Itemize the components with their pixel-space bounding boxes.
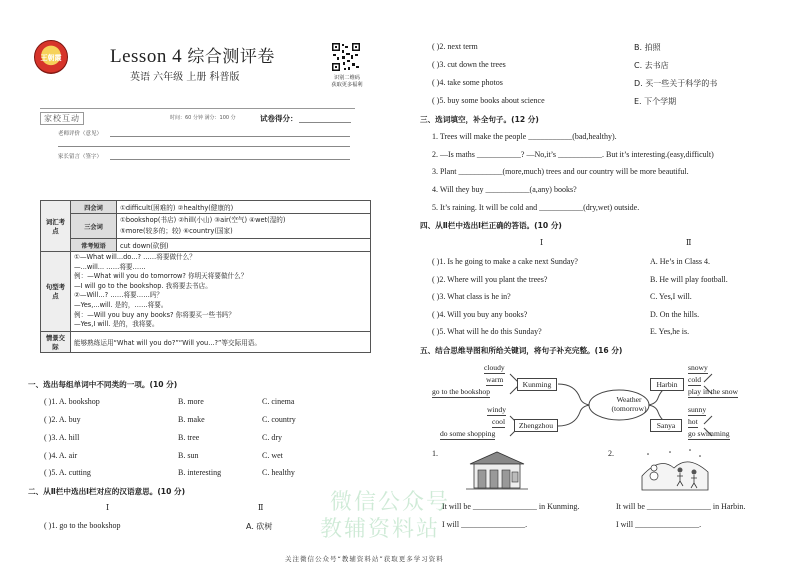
s3-item: 3. Plant ___________(more,much) trees and our country will be more beautiful. <box>432 167 689 176</box>
s1-item: ( )4. A. air <box>44 451 78 460</box>
s1-option-b: B. more <box>178 397 204 406</box>
teacher-label: 老师评价（意见） <box>58 131 103 137</box>
pattern-lines <box>71 252 371 332</box>
s1-item: ( )2. A. buy <box>44 415 81 424</box>
parent-label: 家长留言（签字） <box>58 154 103 160</box>
s5-sentence-2b: I will ________________. <box>616 520 702 529</box>
s3-item: 4. Will they buy ___________(a,any) books? <box>432 185 577 194</box>
picture-2-number: 2. <box>608 449 614 458</box>
s5-sentence-1a: It will be ________________ in Kunming. <box>442 502 580 511</box>
s4-col2-head: Ⅱ <box>686 238 692 247</box>
sanya-word: sunny <box>688 405 707 414</box>
city-sanya: Sanya <box>650 419 682 432</box>
s1-option-b: B. make <box>178 415 205 424</box>
city-harbin: Harbin <box>650 378 684 391</box>
s1-item: ( )3. A. hill <box>44 433 80 442</box>
publisher-logo: 王朝霞 <box>34 40 68 74</box>
s1-option-c: C. dry <box>262 433 282 442</box>
s4-option: C. Yes,I will. <box>650 292 692 301</box>
s1-option-b: B. sun <box>178 451 199 460</box>
s3-item: 2. —Is maths ___________? —No,it’s ___________. But it’s interesting.(easy,difficult) <box>432 150 714 159</box>
watermark-line-1: 微信公众号 <box>330 490 451 515</box>
bookshop-picture-icon <box>466 448 528 492</box>
s4-option: A. He’s in Class 4. <box>650 257 710 266</box>
s1-option-c: C. wet <box>262 451 283 460</box>
kunming-word: cloudy <box>484 363 505 372</box>
pattern-line: —Yes,I will. 是的，我将要。 <box>74 320 159 329</box>
four-label: 四会词 <box>71 201 117 214</box>
pattern-line: —I will go to the bookshop. 我将要去书店。 <box>74 281 212 290</box>
s2-option: E. 下个学期 <box>634 97 677 106</box>
s2-item: ( )5. buy some books about science <box>432 96 545 105</box>
section5-title: 五、结合思维导图和所给关键词，将句子补充完整。(16 分) <box>420 346 623 355</box>
pattern-line: ①—What will...do...? ……将要做什么？ <box>74 253 196 261</box>
snow-play-picture-icon <box>640 446 710 492</box>
phrase-value: cut down(砍倒) <box>117 239 371 252</box>
parent-line <box>110 159 350 160</box>
four-value: ①difficult(困难的) ②healthy(健康的) <box>117 201 371 214</box>
s4-item: ( )2. Where will you plant the trees? <box>432 275 548 284</box>
sanya-word: go swimming <box>688 429 730 438</box>
page-footer: 关注微信公众号“教辅资料站”获取更多学习资料 <box>285 555 444 563</box>
s4-item: ( )3. What class is he in? <box>432 292 511 301</box>
s1-option-b: B. interesting <box>178 468 222 477</box>
s5-sentence-1b: I will ________________. <box>442 520 528 529</box>
s2-item: ( )4. take some photos <box>432 78 503 87</box>
page-subtitle: 英语 六年级 上册 科普版 <box>130 72 240 83</box>
pattern-head: 句型考点 <box>41 252 71 332</box>
s2-item: ( )1. go to the bookshop <box>44 521 121 530</box>
zhengzhou-word: cool <box>492 417 506 426</box>
s3-item: 5. It’s raining. It will be cold and ___________(dry,wet) outside. <box>432 203 640 212</box>
s1-item: ( )5. A. cutting <box>44 468 91 477</box>
teacher-line <box>110 136 350 137</box>
picture-1-number: 1. <box>432 449 438 458</box>
s1-row <box>44 397 100 406</box>
page-title <box>110 42 275 68</box>
s2-option: D. 买一些关于科学的书 <box>634 79 718 88</box>
home-school-badge: 家校互动 <box>40 112 84 125</box>
title-en: Lesson 4 <box>110 46 183 67</box>
s4-item: ( )1. Is he going to make a cake next Sunday? <box>432 257 578 266</box>
s2-option: A. 砍树 <box>246 522 273 531</box>
section3-title: 三、选词填空，补全句子。(12 分) <box>420 115 539 124</box>
s1-option-b: B. tree <box>178 433 200 442</box>
kunming-word: warm <box>486 375 504 384</box>
pattern-line: —Yes,...will. 是的，……将要。 <box>74 300 168 309</box>
city-kunming: Kunming <box>517 378 557 391</box>
pattern-line: —...will... ……将要…… <box>74 262 146 271</box>
harbin-word: play in the snow <box>688 387 738 396</box>
section4-title: 四、从Ⅱ栏中选出Ⅰ栏正确的答语。(10 分) <box>420 221 562 230</box>
s2-option: C. 去书店 <box>634 61 669 70</box>
harbin-word: cold <box>688 375 702 384</box>
section2-title: 二、从Ⅱ栏中选出Ⅰ栏对应的汉语意思。(10 分) <box>28 487 186 496</box>
s1-option-c: C. cinema <box>262 397 295 406</box>
qr-code-icon <box>331 42 361 72</box>
zhengzhou-word: do some shopping <box>440 429 496 438</box>
center-sub: (tomorrow) <box>611 404 647 413</box>
score-line <box>299 122 351 123</box>
s4-col1-head: Ⅰ <box>540 238 544 247</box>
s1-option-c: C. healthy <box>262 468 295 477</box>
exam-meta: 时间：60 分钟 满分：100 分 <box>170 115 236 121</box>
scene-head: 情景交际 <box>41 331 71 352</box>
scene-value: 能够熟练运用“What will you do?”“Will you...?”等交际用语。 <box>71 331 371 352</box>
s2-option: B. 拍照 <box>634 43 661 52</box>
qr-note <box>326 75 368 89</box>
mind-map-center <box>592 395 666 413</box>
phrase-label: 常考短语 <box>71 239 117 252</box>
city-zhengzhou: Zhengzhou <box>514 419 558 432</box>
score-label: 试卷得分： <box>260 114 298 123</box>
vocab-head: 词汇考点 <box>41 201 71 252</box>
s4-item: ( )5. What will he do this Sunday? <box>432 327 542 336</box>
three-value-line: ⑤more(较多的；较) ⑥country(国家) <box>120 227 233 235</box>
s1-option-c: C. country <box>262 415 296 424</box>
pattern-line: ②—Will...? ……将要……吗？ <box>74 291 164 300</box>
three-value-line: ①bookshop(书店) ②hill(小山) ③air(空气) ④wet(湿的) <box>120 216 286 224</box>
s5-sentence-2a: It will be ________________ in Harbin. <box>616 502 746 511</box>
title-cn: 综合测评卷 <box>187 47 275 67</box>
s2-col2-head: Ⅱ <box>258 503 264 512</box>
center-label: Weather <box>616 395 642 404</box>
teacher-line-2 <box>58 146 350 147</box>
s2-item: ( )2. next term <box>432 42 478 51</box>
s4-item: ( )4. Will you buy any books? <box>432 310 528 319</box>
s2-col1-head: Ⅰ <box>106 503 110 512</box>
zhengzhou-word: windy <box>487 405 506 414</box>
section1-title: 一、选出每组单词中不同类的一项。(10 分) <box>28 380 178 389</box>
s3-item: 1. Trees will make the people ___________(bad,healthy). <box>432 132 617 141</box>
kunming-word: go to the bookshop <box>432 387 491 396</box>
s4-option: D. On the hills. <box>650 310 700 319</box>
pattern-line: 例：—Will you buy any books? 你将要买一些书吗？ <box>74 310 235 319</box>
s2-item: ( )3. cut down the trees <box>432 60 506 69</box>
three-label: 三会词 <box>71 214 117 239</box>
three-value <box>117 214 371 239</box>
pattern-line: 例：—What will you do tomorrow? 你明天将要做什么？ <box>74 272 248 281</box>
qr-note-line: 识别二维码 <box>334 75 360 81</box>
knowledge-table <box>40 200 371 353</box>
sanya-word: hot <box>688 417 698 426</box>
qr-note-line: 获取更多福利 <box>331 82 363 88</box>
watermark-line-2: 教辅资料站 <box>320 517 441 542</box>
s4-option: B. He will play football. <box>650 275 728 284</box>
s1-item: ( )1. A. bookshop <box>44 397 100 406</box>
harbin-word: snowy <box>688 363 708 372</box>
s4-option: E. Yes,he is. <box>650 327 690 336</box>
